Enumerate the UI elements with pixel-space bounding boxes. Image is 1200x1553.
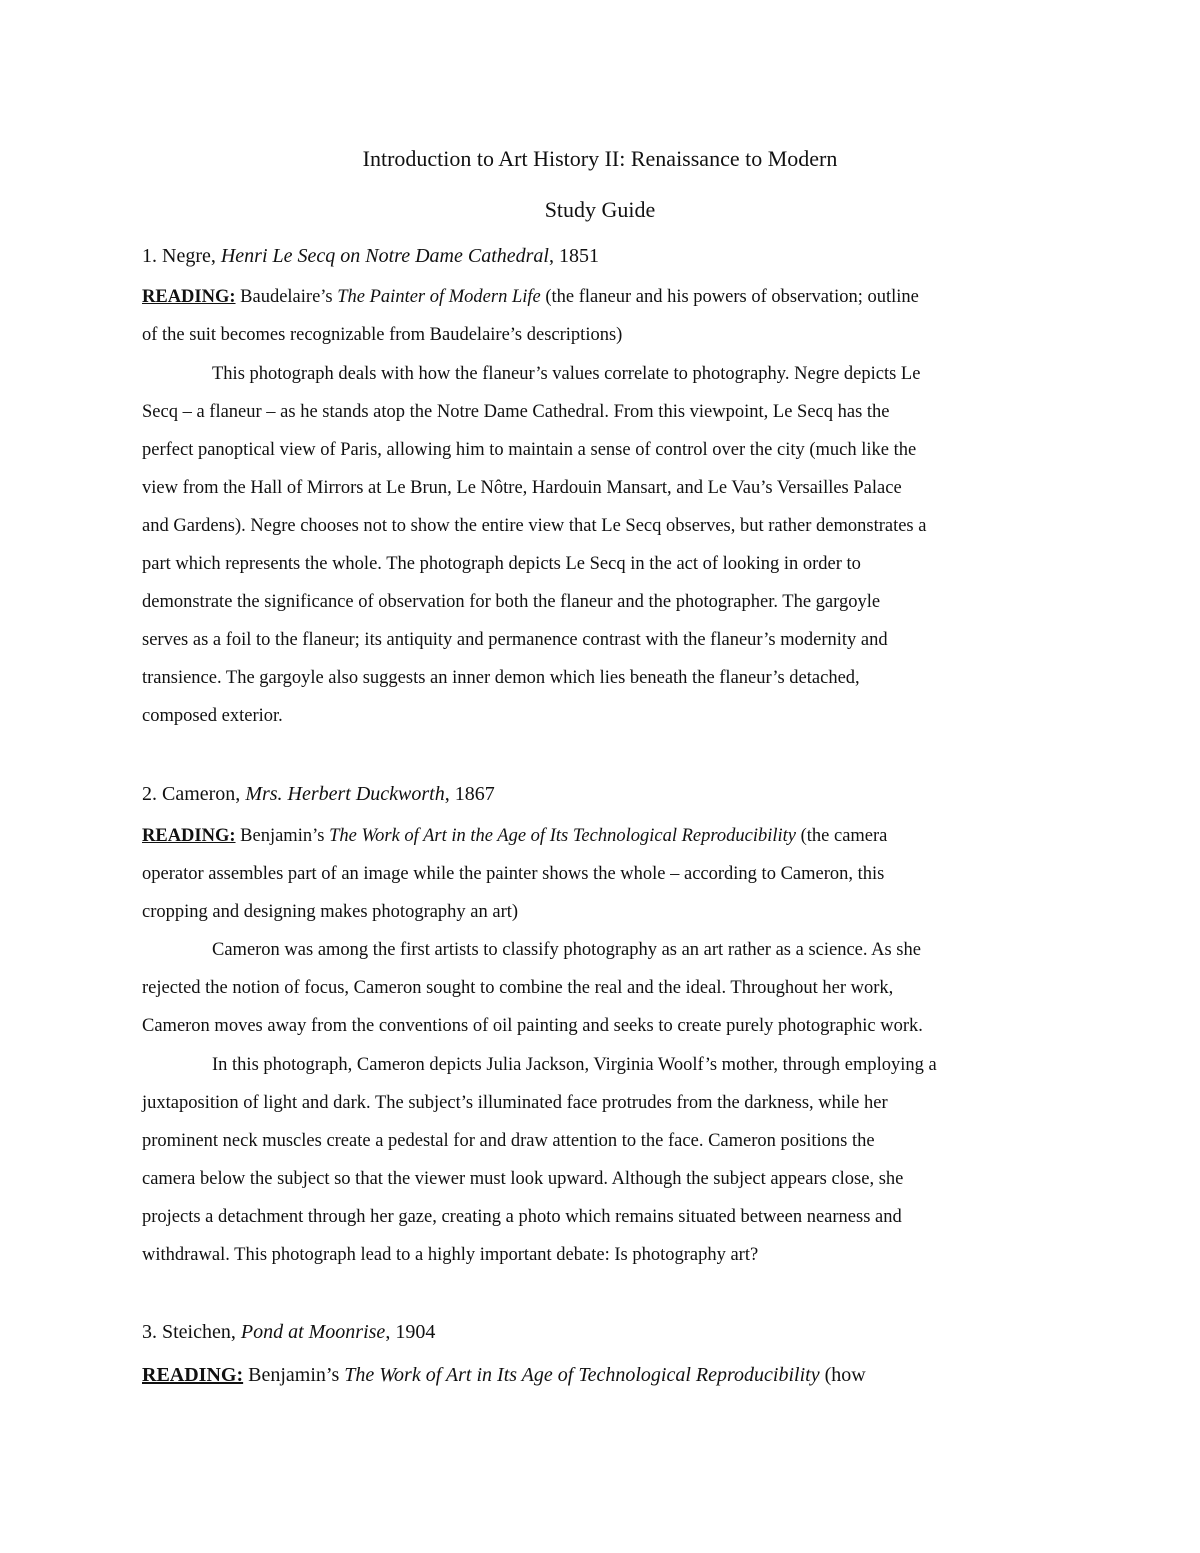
paragraph-line: projects a detachment through her gaze, creating a photo which remains situated between nearness and (142, 1207, 902, 1227)
paragraph-line: Cameron moves away from the conventions of oil painting and seeks to create purely photographic work. (142, 1016, 923, 1036)
section-3-reading: READING: Benjamin’s The Work of Art in Its Age of Technological Reproducibility (how (142, 1364, 866, 1386)
paragraph-line: camera below the subject so that the viewer must look upward. Although the subject appears close, she (142, 1169, 904, 1189)
section-2-reading-line-2: operator assembles part of an image while the painter shows the whole – according to Cameron, this (142, 864, 885, 884)
section-1-reading-line-2: of the suit becomes recognizable from Baudelaire’s descriptions) (142, 325, 623, 345)
paragraph-line: prominent neck muscles create a pedestal for and draw attention to the face. Cameron positions the (142, 1131, 875, 1151)
paragraph-line: perfect panoptical view of Paris, allowing him to maintain a sense of control over the city (much like the (142, 440, 917, 460)
section-1-reading: READING: Baudelaire’s The Painter of Modern Life (the flaneur and his powers of observation; outline (142, 287, 919, 307)
section-1-heading: 1. Negre, Henri Le Secq on Notre Dame Cathedral, 1851 (142, 245, 599, 267)
paragraph-line: part which represents the whole. The photograph depicts Le Secq in the act of looking in order to (142, 554, 861, 574)
reading-label: READING: (142, 826, 236, 846)
artwork-title: Mrs. Herbert Duckworth (245, 783, 445, 805)
section-3-heading: 3. Steichen, Pond at Moonrise, 1904 (142, 1321, 436, 1343)
paragraph-line: and Gardens). Negre chooses not to show the entire view that Le Secq observes, but rather demonstrates a (142, 516, 927, 536)
document-title: Introduction to Art History II: Renaissance to Modern (362, 146, 838, 171)
paragraph-line: composed exterior. (142, 706, 283, 726)
reading-label: READING: (142, 1364, 244, 1386)
paragraph-line: transience. The gargoyle also suggests an inner demon which lies beneath the flaneur’s detached, (142, 668, 860, 688)
paragraph-line: Cameron was among the first artists to classify photography as an art rather as a science. As she (212, 940, 921, 960)
reading-title: The Work of Art in the Age of Its Technological Reproducibility (329, 826, 796, 846)
paragraph-line: In this photograph, Cameron depicts Julia Jackson, Virginia Woolf’s mother, through employing a (212, 1055, 937, 1075)
artwork-title: Pond at Moonrise (240, 1321, 386, 1343)
paragraph-line: This photograph deals with how the flaneur’s values correlate to photography. Negre depicts Le (212, 364, 921, 384)
artwork-title: Henri Le Secq on Notre Dame Cathedral (220, 245, 549, 267)
paragraph-line: withdrawal. This photograph lead to a highly important debate: Is photography art? (142, 1245, 759, 1265)
section-2-reading: READING: Benjamin’s The Work of Art in the Age of Its Technological Reproducibility (the camera (142, 826, 888, 846)
section-2-heading: 2. Cameron, Mrs. Herbert Duckworth, 1867 (142, 783, 495, 805)
paragraph-line: Secq – a flaneur – as he stands atop the Notre Dame Cathedral. From this viewpoint, Le Secq has the (142, 402, 890, 422)
paragraph-line: demonstrate the significance of observation for both the flaneur and the photographer. The gargoyle (142, 592, 881, 612)
document-subtitle: Study Guide (544, 197, 656, 222)
paragraph-line: rejected the notion of focus, Cameron sought to combine the real and the ideal. Throughout her work, (142, 978, 894, 998)
reading-title: The Painter of Modern Life (337, 287, 541, 307)
section-2-reading-line-3: cropping and designing makes photography an art) (142, 902, 519, 922)
reading-title: The Work of Art in Its Age of Technological Reproducibility (344, 1364, 820, 1386)
paragraph-line: juxtaposition of light and dark. The subject’s illuminated face protrudes from the darkness, while her (142, 1093, 888, 1113)
paragraph-line: serves as a foil to the flaneur; its antiquity and permanence contrast with the flaneur’s modernity and (142, 630, 888, 650)
reading-label: READING: (142, 287, 236, 307)
paragraph-line: view from the Hall of Mirrors at Le Brun, Le Nôtre, Hardouin Mansart, and Le Vau’s Versailles Palace (142, 478, 902, 498)
